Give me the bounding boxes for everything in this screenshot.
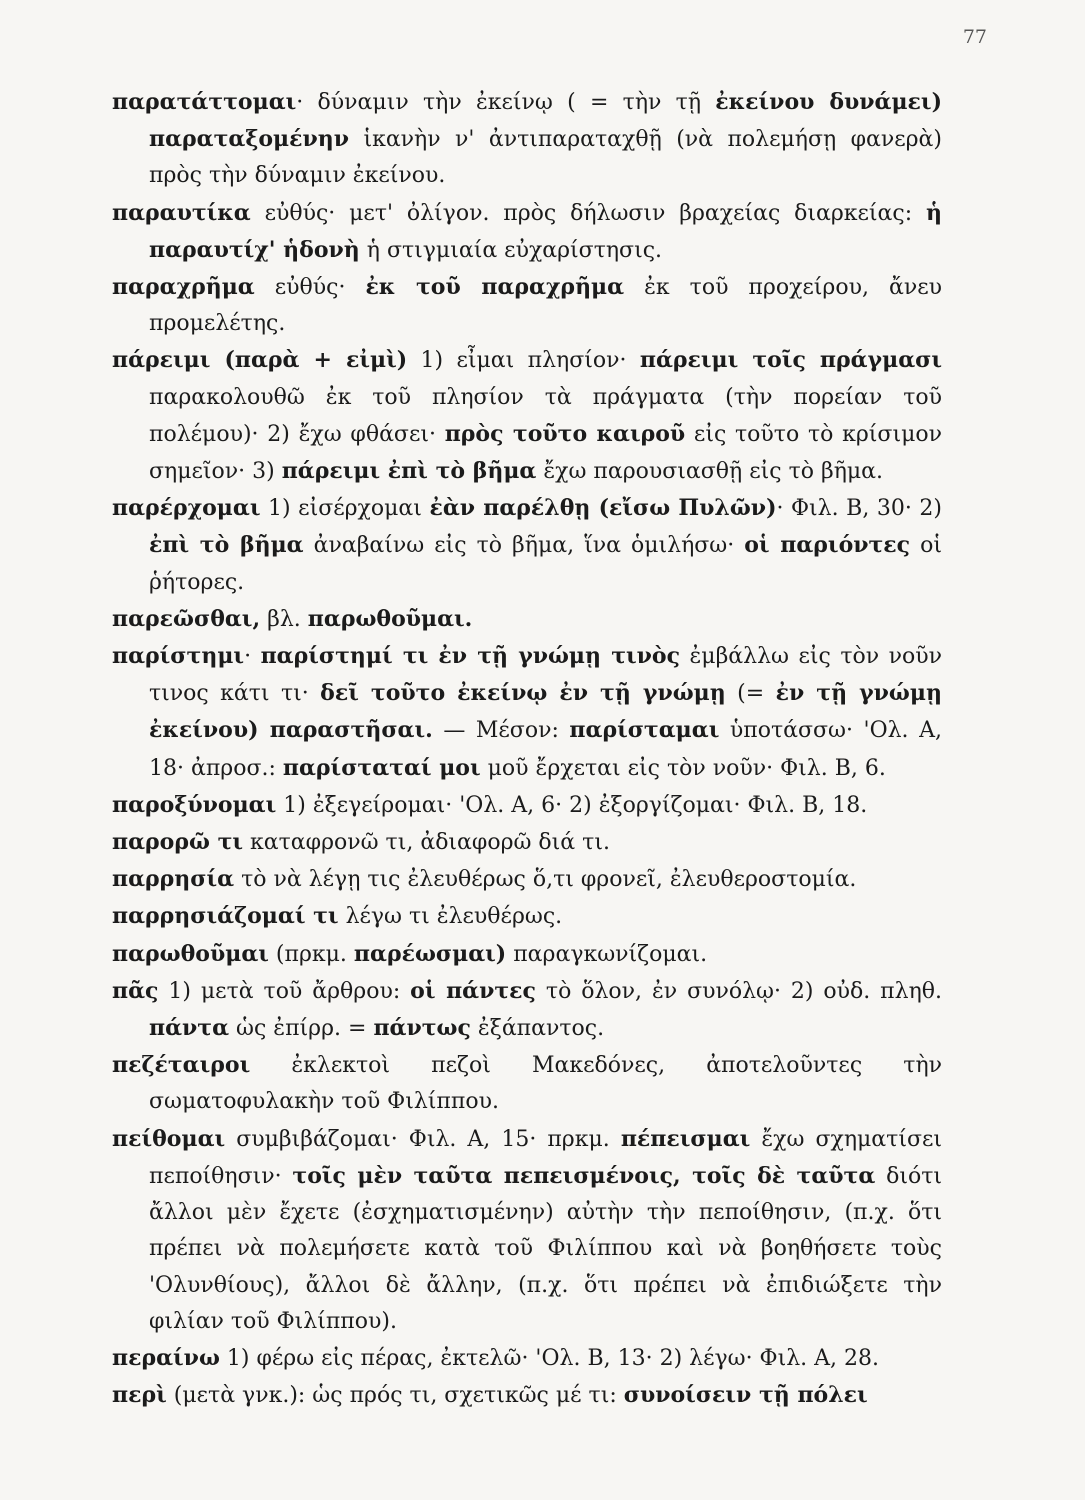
definition-text: · δύναμιν τὴν ἐκείνῳ ( = τὴν τῇ	[296, 90, 716, 115]
definition-text: λέγω τι ἐλευθέρως.	[338, 904, 563, 930]
headword-text: παρορῶ τι	[112, 829, 244, 856]
definition-text: ἡ στιγμιαία εὐχαρίστησις.	[359, 237, 663, 263]
headword-text: παρίσταμαι	[569, 717, 720, 744]
definition-text: ὡς ἐπίρρ. =	[229, 1016, 374, 1042]
definition-text: ὑποτάσσω· 'Ολ. Α, 18· ἀπροσ.:	[149, 718, 942, 781]
dictionary-entry	[112, 898, 942, 935]
headword-text: παρέρχομαι	[112, 495, 261, 522]
definition-text: (=	[725, 681, 776, 707]
headword-text: πάρειμι (παρὰ + εἰμὶ)	[112, 347, 408, 374]
definition-text: (μετὰ γνκ.): ὡς πρός τι, σχετικῶς μέ τι:	[166, 1383, 624, 1409]
headword-text: παρρησία	[112, 866, 235, 893]
definition-text: 1) εἰσέρχομαι	[260, 496, 430, 522]
definition-text: εὐθύς·	[254, 275, 366, 301]
headword-text: πεζέταιροι	[112, 1052, 251, 1079]
dictionary-entry	[112, 84, 942, 195]
headword-text: ἐκείνου δυνάμει) παραταξομένην	[149, 89, 942, 153]
definition-text: συμβιβάζομαι· Φιλ. Α, 15· πρκμ.	[225, 1126, 621, 1152]
headword-text: πείθομαι	[112, 1125, 226, 1152]
definition-text: ἔχω παρουσιασθῇ εἰς τὸ βῆμα.	[536, 459, 884, 485]
headword-text: περαίνω	[112, 1344, 220, 1371]
definition-text: τὸ νὰ λέγῃ τις ἐλευθέρως ὅ,τι φρονεῖ, ἐλευθεροστομία.	[234, 867, 857, 893]
definition-text: 1) φέρω εἰς πέρας, ἐκτελῶ· 'Ολ. Β, 13· 2) λέγω· Φιλ. Α, 28.	[219, 1345, 880, 1371]
headword-text: ἐκ τοῦ παραχρῆμα	[365, 274, 625, 301]
dictionary-entry	[112, 601, 942, 638]
headword-text: παραχρῆμα	[112, 274, 255, 301]
headword-text: παρίστημι	[112, 643, 245, 670]
definition-text: μοῦ ἔρχεται εἰς τὸν νοῦν· Φιλ. Β, 6.	[480, 755, 886, 781]
page-number: 77	[962, 26, 987, 48]
definition-text: ·	[244, 644, 261, 670]
definition-text: οἱ ῥήτορες.	[149, 533, 942, 595]
dictionary-entry	[112, 195, 942, 269]
headword-text: παρίστημί τι ἐν τῇ γνώμῃ τινὸς	[260, 643, 680, 670]
definition-text: ἐμβάλλω εἰς τὸν νοῦν τινος κάτι τι·	[149, 644, 942, 707]
definition-text: (πρκμ.	[268, 941, 354, 967]
definition-text: τὸ ὅλον, ἐν συνόλῳ· 2) οὐδ. πληθ.	[535, 978, 943, 1004]
definition-text: διότι ἄλλοι μὲν ἔχετε (ἐσχηματισμένην) αὐτὴν τὴν πεποίθησιν, (π.χ. ὅτι πρέπει νὰ πολεμήσετε κατὰ τοῦ Φιλίππου καὶ νὰ βοηθήσετε τοὺς 'Ολυνθίους), ἄλλοι δὲ ἄλλην, (π.χ. ὅτι πρέπει νὰ ἐπιδιώξετε τὴν φιλίαν τοῦ Φιλίππου).	[149, 1163, 942, 1334]
dictionary-entry	[112, 490, 942, 601]
headword-text: οἱ παριόντες	[744, 532, 911, 559]
headword-text: παρρησιάζομαί τι	[112, 903, 339, 930]
definition-text: ἀναβαίνω εἰς τὸ βῆμα, ἵνα ὁμιλήσω·	[303, 533, 745, 559]
headword-text: τοῖς μὲν ταῦτα πεπεισμένοις, τοῖς δὲ ταῦτα	[292, 1162, 876, 1189]
dictionary-entry	[112, 638, 942, 787]
headword-text: πάντως	[373, 1015, 471, 1042]
dictionary-entry	[112, 1047, 942, 1120]
definition-text: εὐθύς· μετ' ὀλίγον. πρὸς δήλωσιν βραχείας διαρκείας:	[250, 200, 926, 226]
definition-text: ἐξάπαντος.	[470, 1016, 605, 1042]
headword-text: πᾶς	[112, 977, 159, 1004]
headword-text: ἡ παραυτίχ' ἡδονὴ	[149, 199, 942, 263]
headword-text: παρίσταταί μοι	[282, 754, 481, 781]
definition-text: · Φιλ. Β, 30· 2)	[776, 496, 942, 522]
definition-text: εἰς τοῦτο τὸ κρίσιμον σημεῖον· 3)	[149, 421, 942, 485]
headword-text: πέπεισμαι	[620, 1125, 751, 1152]
headword-text: παρατάττομαι	[112, 89, 297, 115]
headword-text: παρωθοῦμαι.	[307, 605, 473, 632]
definition-text: 1) εἶμαι πλησίον·	[407, 348, 640, 374]
dictionary-entry	[112, 936, 942, 973]
definition-text: ἔχω σχηματίσει πεποίθησιν·	[149, 1126, 942, 1189]
headword-text: ἐπὶ τὸ βῆμα	[149, 532, 304, 559]
definition-text: 1) ἐξεγείρομαι· 'Ολ. Α, 6· 2) ἐξοργίζομαι· Φιλ. Β, 18.	[276, 792, 868, 818]
dictionary-entry	[112, 1340, 942, 1377]
headword-text: δεῖ τοῦτο ἐκείνῳ ἐν τῇ γνώμῃ	[320, 680, 726, 707]
headword-text: οἱ πάντες	[410, 977, 536, 1004]
headword-text: συνοίσειν τῇ πόλει	[623, 1382, 868, 1409]
definition-text: ἐκλεκτοὶ πεζοὶ Μακεδόνες, ἀποτελοῦντες τὴν σωματοφυλακὴν τοῦ Φιλίππου.	[149, 1053, 942, 1115]
definition-text: βλ.	[260, 606, 308, 632]
dictionary-entry	[112, 342, 942, 490]
definition-text: παρακολουθῶ ἐκ τοῦ πλησίον τὰ πράγματα (τὴν πορείαν τοῦ πολέμου)· 2) ἔχω φθάσει·	[149, 384, 942, 447]
headword-text: παρεῶσθαι,	[112, 605, 261, 632]
headword-text: πρὸς τοῦτο καιροῦ	[444, 420, 686, 447]
dictionary-entry	[112, 1377, 942, 1414]
definition-text: ἐκ τοῦ προχείρου, ἄνευ προμελέτης.	[149, 275, 942, 337]
entry-list	[112, 84, 942, 1414]
dictionary-entry	[112, 787, 942, 824]
definition-text: ἱκανὴν ν' ἀντιπαραταχθῇ (νὰ πολεμήσῃ φανερὰ) πρὸς τὴν δύναμιν ἐκείνου.	[149, 127, 942, 189]
headword-text: ἐὰν παρέλθῃ (εἴσω Πυλῶν)	[429, 495, 777, 522]
definition-text: παραγκωνίζομαι.	[506, 941, 708, 967]
headword-text: πάρειμι ἐπὶ τὸ βῆμα	[281, 458, 537, 485]
headword-text: πάρειμι τοῖς πράγμασι	[639, 347, 942, 374]
headword-text: ἐν τῇ γνώμῃ ἐκείνου) παραστῆσαι.	[149, 680, 942, 744]
definition-text: καταφρονῶ τι, ἀδιαφορῶ διά τι.	[243, 830, 610, 856]
headword-text: παρέωσμαι)	[353, 940, 507, 967]
headword-text: πάντα	[149, 1015, 230, 1042]
headword-text: παροξύνομαι	[112, 791, 277, 818]
headword-text: περὶ	[112, 1382, 167, 1409]
definition-text: 1) μετὰ τοῦ ἄρθρου:	[158, 978, 411, 1004]
headword-text: παραυτίκα	[112, 199, 251, 226]
dictionary-entry	[112, 973, 942, 1047]
dictionary-entry	[112, 824, 942, 861]
dictionary-entry	[112, 269, 942, 342]
dictionary-entry	[112, 861, 942, 898]
definition-text: — Μέσον:	[432, 718, 570, 744]
headword-text: παρωθοῦμαι	[112, 940, 269, 967]
dictionary-entry	[112, 1121, 942, 1340]
